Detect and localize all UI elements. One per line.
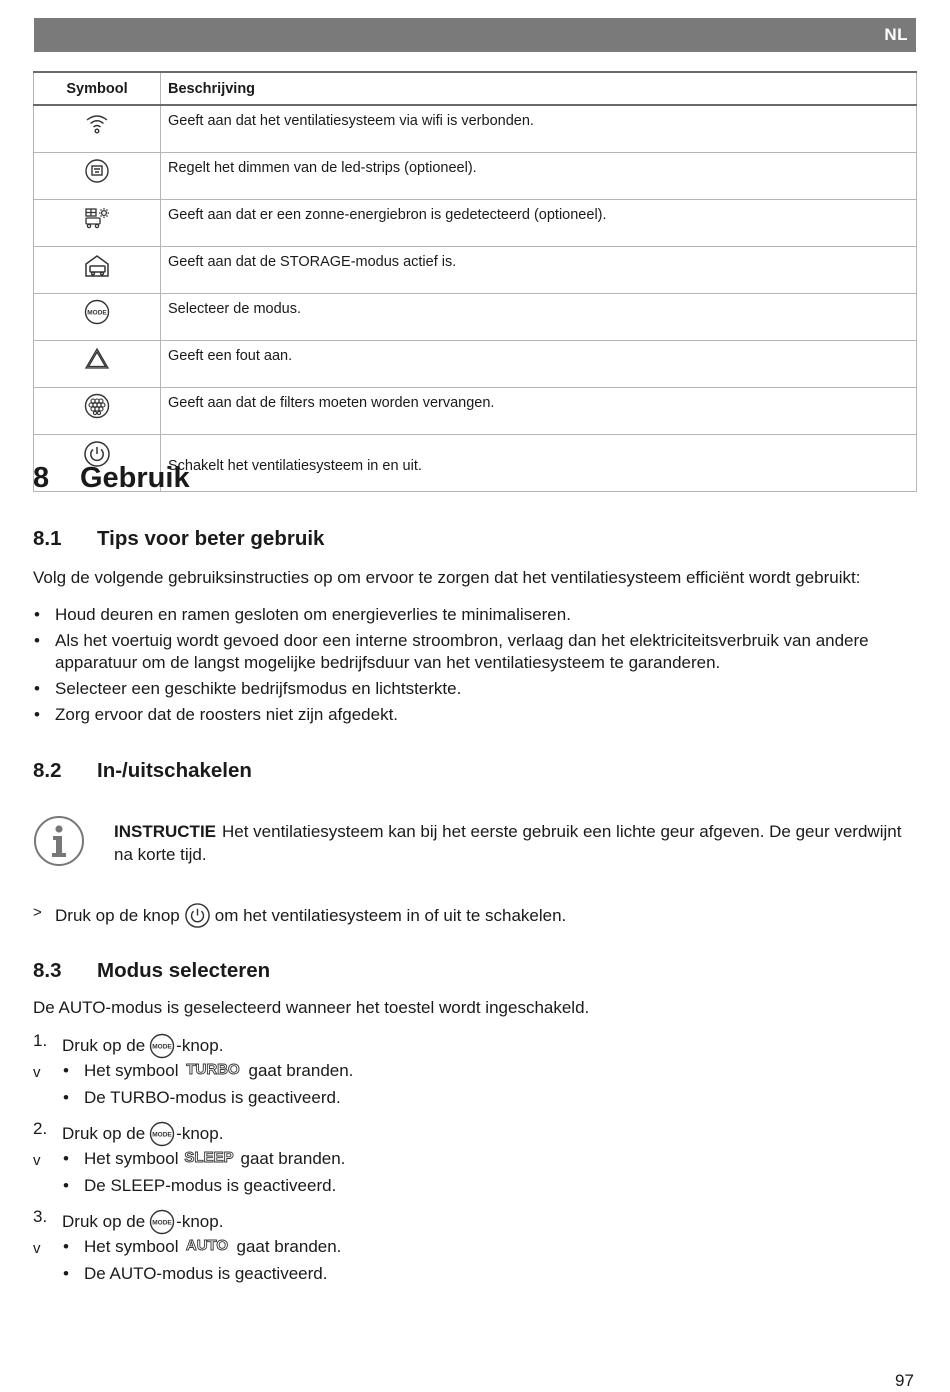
section-heading-8-3: 8.3 Modus selecteren: [33, 959, 271, 982]
table-cell-description: Geeft aan dat de STORAGE-modus actief is.: [161, 247, 917, 294]
mode-button-icon: [149, 1209, 175, 1235]
warning-triangle-icon: [84, 346, 110, 372]
list-item: • Zorg ervoor dat de roosters niet zijn afgedekt.: [33, 704, 913, 726]
result-marker: v: [33, 1240, 41, 1257]
symbol-table: [33, 71, 917, 492]
table-row: [34, 294, 917, 341]
section-heading-8-2: 8.2 In-/uitschakelen: [33, 759, 252, 782]
table-cell-description: Geeft aan dat de filters moeten worden vervangen.: [161, 388, 917, 435]
step-results: [62, 1236, 882, 1289]
step-number: 1.: [33, 1031, 48, 1050]
svg-text:MODE: MODE: [87, 309, 107, 317]
table-row: [34, 105, 917, 153]
step-results: [62, 1060, 882, 1113]
list-item: • De SLEEP-modus is geactiveerd.: [62, 1175, 882, 1197]
sleep-symbol-icon: [182, 1148, 236, 1171]
note-body: Het ventilatiesysteem kan bij het eerste gebruik een lichte geur afgeven. De geur verdwijnt na korte tijd.: [114, 822, 902, 864]
result-marker: v: [33, 1064, 41, 1081]
section-heading-8: 8 Gebruik: [33, 462, 190, 494]
svg-text:MODE: MODE: [152, 1219, 172, 1227]
list-item: • Het symbool SLEEP gaat branden.: [62, 1148, 882, 1171]
table-row: [34, 341, 917, 388]
table-row: [34, 200, 917, 247]
info-icon: [33, 815, 85, 867]
table-cell-description: Schakelt het ventilatiesysteem in en uit.: [161, 435, 917, 492]
section-heading-8-1: 8.1 Tips voor beter gebruik: [33, 527, 325, 550]
step-number: 2.: [33, 1119, 48, 1138]
filter-icon: [84, 393, 110, 419]
svg-text:MODE: MODE: [152, 1043, 172, 1051]
svg-text:MODE: MODE: [152, 1131, 172, 1139]
instruction-note: [114, 820, 914, 866]
dimmer-icon: [84, 158, 110, 184]
mode-button-icon: [149, 1121, 175, 1147]
note-label: INSTRUCTIE: [114, 822, 216, 841]
mode-step: Druk op de MODE -knop.: [62, 1033, 223, 1059]
tips-intro: Volg de volgende gebruiksinstructies op om ervoor te zorgen dat het ventilatiesysteem efficiënt wordt gebruikt:: [33, 568, 861, 587]
mode-button-icon: [84, 299, 110, 325]
solar-source-icon: [83, 205, 111, 231]
list-item: • De TURBO-modus is geactiveerd.: [62, 1087, 882, 1109]
list-item: • De AUTO-modus is geactiveerd.: [62, 1263, 882, 1285]
power-step: Druk op de knop om het ventilatiesysteem in of uit te schakelen.: [55, 902, 566, 929]
svg-text:SLEEP: SLEEP: [184, 1149, 235, 1166]
wifi-icon: [84, 111, 110, 137]
language-label: NL: [884, 25, 908, 44]
storage-mode-icon: [83, 252, 111, 280]
list-item: • Het symbool TURBO gaat branden.: [62, 1060, 882, 1083]
svg-text:AUTO: AUTO: [186, 1237, 229, 1254]
step-marker: >: [33, 904, 42, 921]
table-cell-description: Regelt het dimmen van de led-strips (optioneel).: [161, 153, 917, 200]
step-results: [62, 1148, 882, 1201]
header-bar: [34, 18, 916, 52]
auto-symbol-icon: [182, 1236, 232, 1259]
table-header-row: [34, 72, 917, 105]
table-row: [34, 388, 917, 435]
power-icon: [184, 902, 211, 929]
table-cell-description: Geeft aan dat het ventilatiesysteem via wifi is verbonden.: [161, 105, 917, 153]
mode-step: Druk op de MODE -knop.: [62, 1209, 223, 1235]
result-marker: v: [33, 1152, 41, 1169]
mode-button-icon: [149, 1033, 175, 1059]
table-row: [34, 247, 917, 294]
svg-text:TURBO: TURBO: [186, 1061, 241, 1078]
list-item: • Houd deuren en ramen gesloten om energieverlies te minimaliseren.: [33, 604, 913, 626]
table-cell-description: Geeft aan dat er een zonne-energiebron is gedetecteerd (optioneel).: [161, 200, 917, 247]
list-item: • Selecteer een geschikte bedrijfsmodus en lichtsterkte.: [33, 678, 913, 700]
step-number: 3.: [33, 1207, 48, 1226]
tips-list: [33, 604, 913, 730]
mode-intro: De AUTO-modus is geselecteerd wanneer het toestel wordt ingeschakeld.: [33, 998, 590, 1017]
table-row: [34, 153, 917, 200]
mode-step: Druk op de MODE -knop.: [62, 1121, 223, 1147]
turbo-symbol-icon: [182, 1060, 244, 1083]
column-header-description: Beschrijving: [161, 72, 917, 105]
page-number: 97: [895, 1371, 914, 1390]
column-header-symbol: Symbool: [34, 72, 161, 105]
table-cell-description: Selecteer de modus.: [161, 294, 917, 341]
list-item: • Het symbool AUTO gaat branden.: [62, 1236, 882, 1259]
list-item: • Als het voertuig wordt gevoed door een interne stroombron, verlaag dan het elektriciteitsverbruik van andere apparatuur om de langst mogelijke bedrijfsduur van het ventilatiesysteem te garanderen.: [33, 630, 913, 674]
table-cell-description: Geeft een fout aan.: [161, 341, 917, 388]
